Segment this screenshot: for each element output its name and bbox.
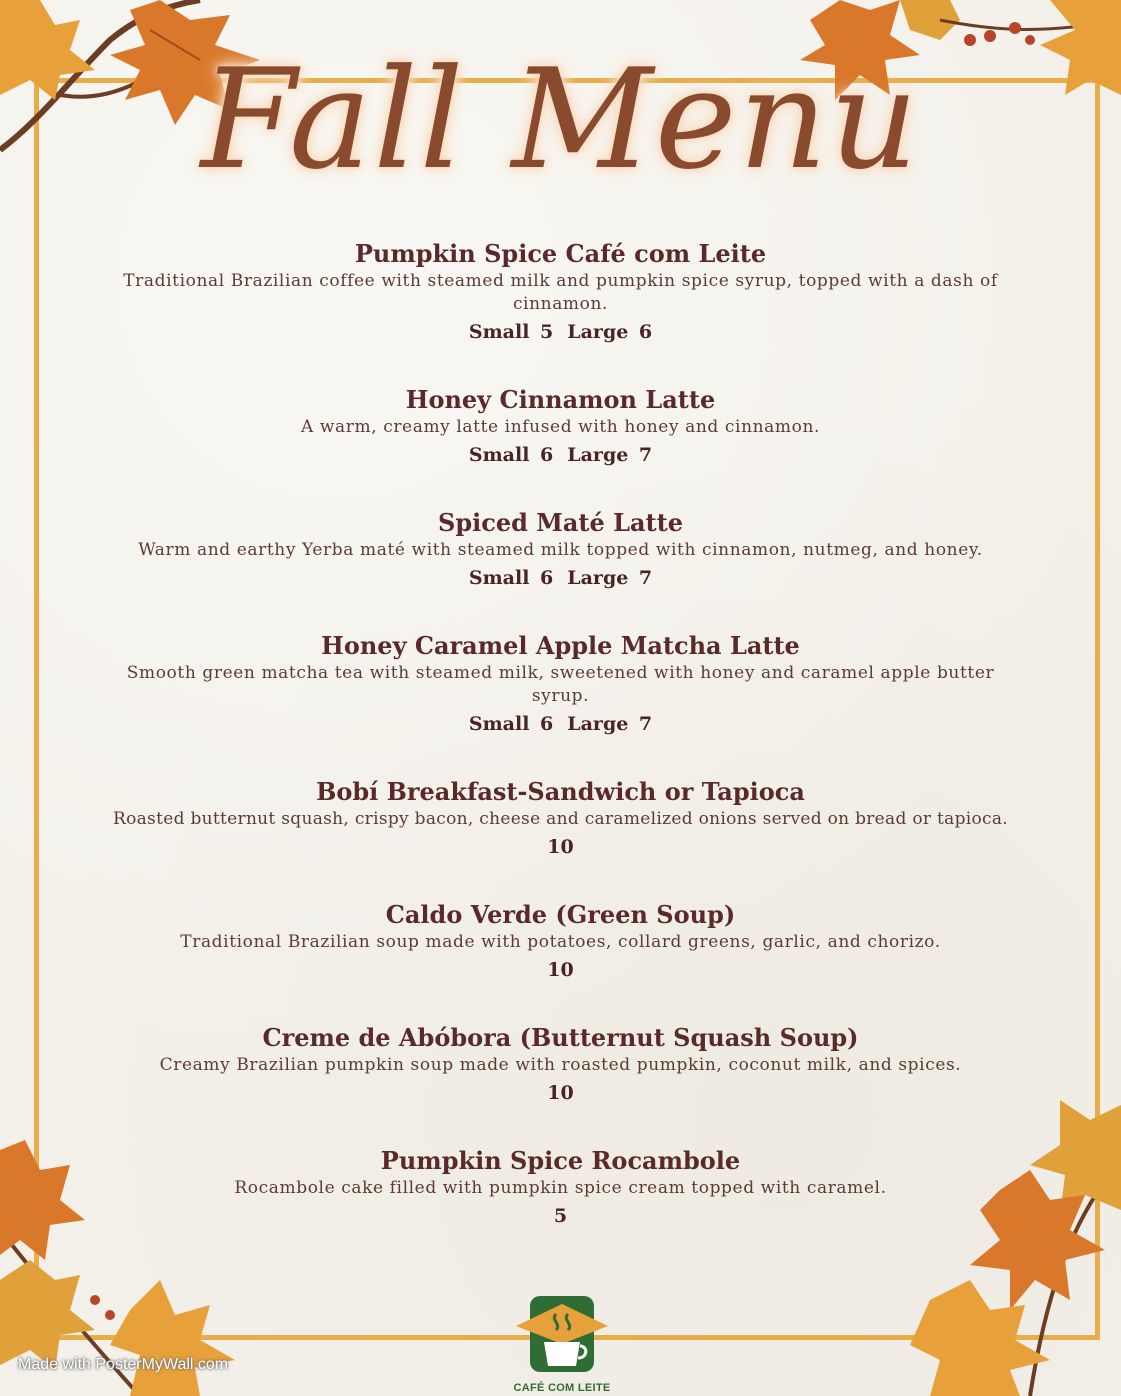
cafe-logo [510, 1292, 614, 1396]
menu-item [60, 630, 1061, 740]
item-description: Traditional Brazilian soup made with potatoes, collard greens, garlic, and chorizo. [180, 932, 941, 952]
price-small: Small 5 [468, 321, 554, 343]
price-small: Small 6 [468, 444, 554, 466]
menu-item [60, 384, 1061, 471]
menu-title: Fall Menu [200, 39, 921, 200]
menu-item [60, 1022, 1061, 1109]
item-description: Roasted butternut squash, crispy bacon, cheese and caramelized onions served on bread or tapioca. [112, 809, 1009, 829]
item-description: Smooth green matcha tea with steamed milk, sweetened with honey and caramel apple butter syrup. [126, 663, 995, 706]
item-price: 5 [553, 1205, 568, 1227]
item-price [60, 562, 1061, 594]
item-name: Pumpkin Spice Café com Leite [354, 239, 767, 268]
menu-item [60, 899, 1061, 986]
item-price [60, 708, 1061, 740]
price-large: Large 7 [567, 713, 653, 735]
item-description: A warm, creamy latte infused with honey and cinnamon. [300, 417, 821, 437]
menu-item [60, 238, 1061, 348]
watermark-link[interactable]: Made with PosterMyWall.com [18, 1356, 229, 1373]
logo-text: CAFÉ COM LEITE [513, 1382, 611, 1394]
item-name: Honey Caramel Apple Matcha Latte [321, 631, 800, 660]
menu-item [60, 1145, 1061, 1232]
item-price [60, 439, 1061, 471]
price-small: Small 6 [468, 567, 554, 589]
item-name: Honey Cinnamon Latte [405, 385, 716, 414]
item-description: Creamy Brazilian pumpkin soup made with roasted pumpkin, coconut milk, and spices. [159, 1055, 962, 1075]
item-name: Spiced Maté Latte [438, 508, 683, 537]
item-price: 10 [547, 836, 574, 858]
item-price: 10 [547, 959, 574, 981]
item-name: Bobí Breakfast-Sandwich or Tapioca [316, 777, 805, 806]
price-large: Large 7 [567, 444, 653, 466]
price-large: Large 7 [567, 567, 653, 589]
item-description: Warm and earthy Yerba maté with steamed milk topped with cinnamon, nutmeg, and honey. [138, 540, 983, 560]
item-description: Traditional Brazilian coffee with steamed milk and pumpkin spice syrup, topped with a dash of cinnamon. [123, 271, 998, 314]
price-large: Large 6 [567, 321, 653, 343]
menu-item [60, 776, 1061, 863]
item-price: 10 [547, 1082, 574, 1104]
coffee-cup-icon [510, 1292, 614, 1382]
item-name: Caldo Verde (Green Soup) [385, 900, 736, 929]
price-small: Small 6 [468, 713, 554, 735]
item-price [60, 316, 1061, 348]
item-name: Creme de Abóbora (Butternut Squash Soup) [262, 1023, 859, 1052]
menu-items [60, 238, 1061, 1232]
item-description: Rocambole cake filled with pumpkin spice cream topped with caramel. [234, 1178, 887, 1198]
menu-item [60, 507, 1061, 594]
item-name: Pumpkin Spice Rocambole [380, 1146, 741, 1175]
